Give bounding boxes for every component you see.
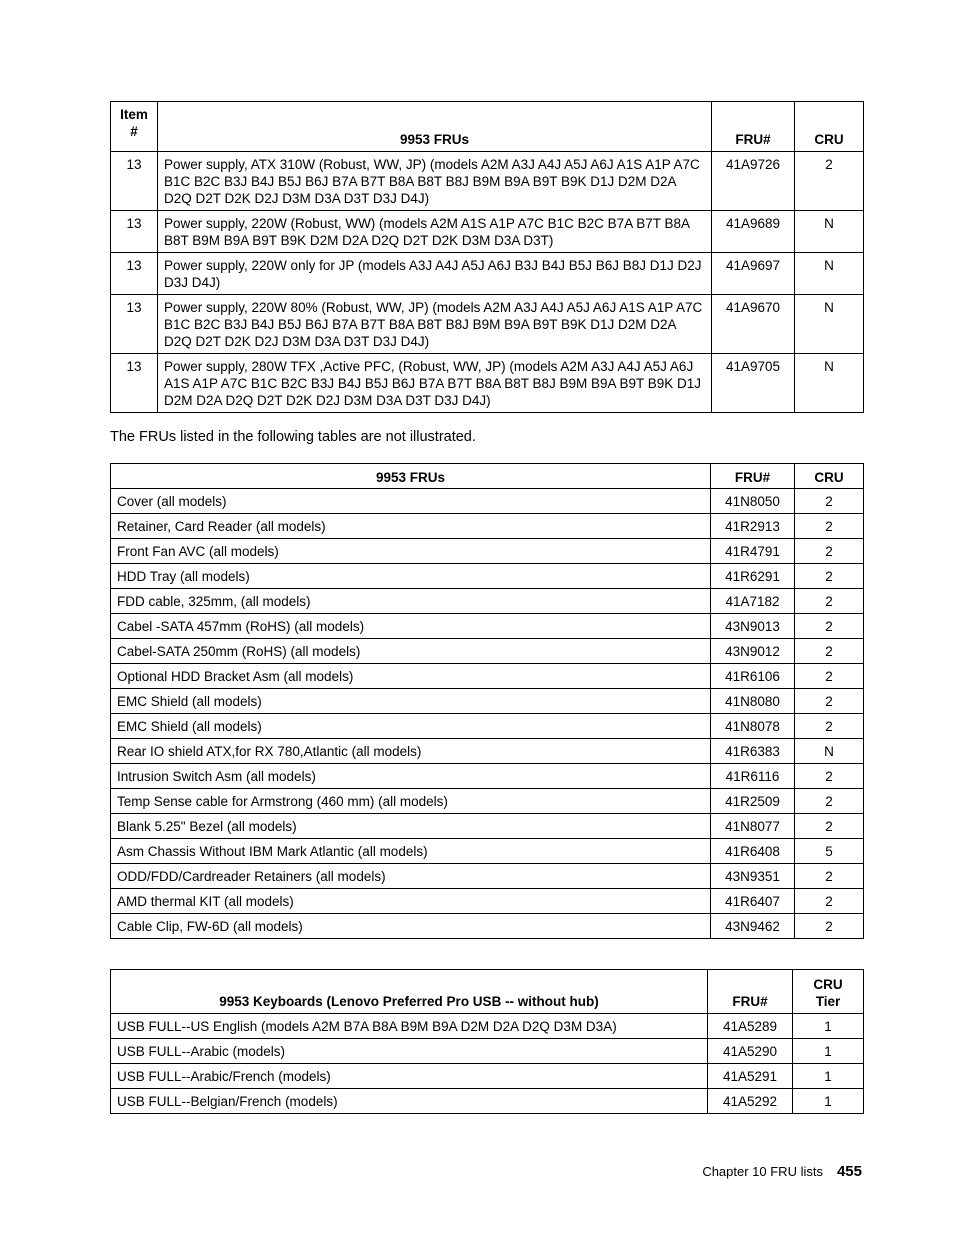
cru-value: 2 <box>795 152 864 211</box>
fru-number: 41R6116 <box>711 764 795 789</box>
cru-value: 2 <box>795 814 864 839</box>
table-row <box>111 514 864 539</box>
table-row <box>111 564 864 589</box>
fru-description: Cabel -SATA 457mm (RoHS) (all models) <box>111 614 711 639</box>
cru-value: 2 <box>795 564 864 589</box>
fru-description: Rear IO shield ATX,for RX 780,Atlantic (all models) <box>111 739 711 764</box>
fru-description: USB FULL--US English (models A2M B7A B8A B9M B9A D2M D2A D2Q D3M D3A) <box>111 1014 708 1039</box>
fru-number: 41A5289 <box>708 1014 793 1039</box>
fru-description: Retainer, Card Reader (all models) <box>111 514 711 539</box>
fru-description: Blank 5.25" Bezel (all models) <box>111 814 711 839</box>
fru-number: 41R2913 <box>711 514 795 539</box>
item-number: 13 <box>111 211 158 253</box>
table-row <box>111 1064 864 1089</box>
table-row <box>111 764 864 789</box>
fru-number: 41R4791 <box>711 539 795 564</box>
cru-value: 1 <box>793 1089 864 1114</box>
fru-description: EMC Shield (all models) <box>111 689 711 714</box>
fru-description: Power supply, 220W (Robust, WW) (models A2M A1S A1P A7C B1C B2C B7A B7T B8A B8T B9M B9A B9T B9K D2M D2A D2Q D2T D2K D3M D3A D3T) <box>158 211 712 253</box>
table-row <box>111 864 864 889</box>
fru-number: 41R6408 <box>711 839 795 864</box>
fru-description: FDD cable, 325mm, (all models) <box>111 589 711 614</box>
table-row <box>111 914 864 939</box>
fru-description: USB FULL--Belgian/French (models) <box>111 1089 708 1114</box>
cru-value: 2 <box>795 639 864 664</box>
not-illustrated-note: The FRUs listed in the following tables are not illustrated. <box>110 429 476 445</box>
fru-description: Temp Sense cable for Armstrong (460 mm) (all models) <box>111 789 711 814</box>
table-row <box>111 1039 864 1064</box>
cru-value: N <box>795 354 864 413</box>
fru-description: AMD thermal KIT (all models) <box>111 889 711 914</box>
table-row <box>111 889 864 914</box>
table-header-row <box>111 464 864 489</box>
cru-value: N <box>795 739 864 764</box>
fru-number: 41R6291 <box>711 564 795 589</box>
cru-value: 1 <box>793 1014 864 1039</box>
table-header-row <box>111 102 864 152</box>
fru-description: USB FULL--Arabic/French (models) <box>111 1064 708 1089</box>
fru-number: 41A9670 <box>712 295 795 354</box>
header-fru-number: FRU# <box>708 970 793 1014</box>
cru-value: 2 <box>795 864 864 889</box>
fru-description: HDD Tray (all models) <box>111 564 711 589</box>
fru-number: 41R6383 <box>711 739 795 764</box>
item-number: 13 <box>111 295 158 354</box>
cru-value: N <box>795 211 864 253</box>
table-row <box>111 664 864 689</box>
cru-value: 2 <box>795 914 864 939</box>
header-cru: CRU <box>795 464 864 489</box>
table-row <box>111 211 864 253</box>
fru-number: 41A9726 <box>712 152 795 211</box>
cru-value: 2 <box>795 714 864 739</box>
power-supply-fru-table <box>110 101 864 413</box>
fru-description: Power supply, 220W 80% (Robust, WW, JP) (models A2M A3J A4J A5J A6J A1S A1P A7C B1C B2C B3J B4J B5J B6J B7A B7T B8A B8T B8J B9M B9A B9T B9K D1J D2M D2A D2Q D2T D2K D2J D3M D3A D3T D3J D4J) <box>158 295 712 354</box>
item-number: 13 <box>111 152 158 211</box>
fru-number: 41N8078 <box>711 714 795 739</box>
cru-value: 1 <box>793 1039 864 1064</box>
fru-description: Power supply, ATX 310W (Robust, WW, JP) (models A2M A3J A4J A5J A6J A1S A1P A7C B1C B2C B3J B4J B5J B6J B7A B7T B8A B8T B8J B9M B9A B9T B9K D1J D2M D2A D2Q D2T D2K D2J D3M D3A D3T D3J D4J) <box>158 152 712 211</box>
fru-description: Asm Chassis Without IBM Mark Atlantic (all models) <box>111 839 711 864</box>
fru-number: 43N9012 <box>711 639 795 664</box>
table-row <box>111 614 864 639</box>
fru-number: 43N9351 <box>711 864 795 889</box>
cru-value: 2 <box>795 539 864 564</box>
cru-value: 2 <box>795 614 864 639</box>
cru-value: 2 <box>795 489 864 514</box>
fru-description: Cabel-SATA 250mm (RoHS) (all models) <box>111 639 711 664</box>
fru-number: 41A5291 <box>708 1064 793 1089</box>
page-footer <box>702 1163 862 1180</box>
table-row <box>111 814 864 839</box>
fru-number: 43N9462 <box>711 914 795 939</box>
header-cru: CRU <box>795 102 864 152</box>
cru-value: 2 <box>795 514 864 539</box>
header-frus: 9953 FRUs <box>111 464 711 489</box>
table-header-row <box>111 970 864 1014</box>
table-row <box>111 1014 864 1039</box>
cru-value: 2 <box>795 789 864 814</box>
item-number: 13 <box>111 253 158 295</box>
cru-value: 2 <box>795 889 864 914</box>
table-row <box>111 295 864 354</box>
header-item: Item # <box>111 102 158 152</box>
header-cru-tier: CRU Tier <box>793 970 864 1014</box>
cru-value: 5 <box>795 839 864 864</box>
fru-description: ODD/FDD/Cardreader Retainers (all models) <box>111 864 711 889</box>
fru-description: Front Fan AVC (all models) <box>111 539 711 564</box>
cru-value: 2 <box>795 664 864 689</box>
table-row <box>111 714 864 739</box>
cru-value: N <box>795 295 864 354</box>
keyboard-fru-table <box>110 969 864 1114</box>
fru-number: 41A9689 <box>712 211 795 253</box>
cru-value: 2 <box>795 589 864 614</box>
fru-number: 43N9013 <box>711 614 795 639</box>
header-fru-number: FRU# <box>711 464 795 489</box>
fru-number: 41N8077 <box>711 814 795 839</box>
table-row <box>111 539 864 564</box>
fru-description: Power supply, 220W only for JP (models A3J A4J A5J A6J B3J B4J B5J B6J B8J D1J D2J D3J D4J) <box>158 253 712 295</box>
fru-number: 41A7182 <box>711 589 795 614</box>
fru-number: 41R2509 <box>711 789 795 814</box>
table-row <box>111 354 864 413</box>
table-row <box>111 789 864 814</box>
fru-number: 41N8080 <box>711 689 795 714</box>
fru-number: 41N8050 <box>711 489 795 514</box>
header-frus: 9953 FRUs <box>158 102 712 152</box>
table-row <box>111 1089 864 1114</box>
table-row <box>111 739 864 764</box>
fru-description: Optional HDD Bracket Asm (all models) <box>111 664 711 689</box>
table-row <box>111 152 864 211</box>
item-number: 13 <box>111 354 158 413</box>
fru-description: EMC Shield (all models) <box>111 714 711 739</box>
fru-number: 41A5292 <box>708 1089 793 1114</box>
fru-description: Power supply, 280W TFX ,Active PFC, (Robust, WW, JP) (models A2M A3J A4J A5J A6J A1S A1P A7C B1C B2C B3J B4J B5J B6J B7A B7T B8A B8T B8J B9M B9A B9T B9K D1J D2M D2A D2Q D2T D2K D2J D3M D3A D3T D3J D4J) <box>158 354 712 413</box>
cru-value: 1 <box>793 1064 864 1089</box>
misc-fru-table <box>110 463 864 939</box>
cru-value: 2 <box>795 689 864 714</box>
fru-number: 41R6407 <box>711 889 795 914</box>
fru-description: Intrusion Switch Asm (all models) <box>111 764 711 789</box>
table-row <box>111 639 864 664</box>
table-row <box>111 489 864 514</box>
header-keyboards: 9953 Keyboards (Lenovo Preferred Pro USB -- without hub) <box>111 970 708 1014</box>
fru-description: Cable Clip, FW-6D (all models) <box>111 914 711 939</box>
chapter-label: Chapter 10 FRU lists <box>702 1164 823 1179</box>
fru-description: Cover (all models) <box>111 489 711 514</box>
page-number: 455 <box>836 1163 862 1180</box>
cru-value: 2 <box>795 764 864 789</box>
fru-number: 41A5290 <box>708 1039 793 1064</box>
table-row <box>111 253 864 295</box>
header-fru-number: FRU# <box>712 102 795 152</box>
cru-value: N <box>795 253 864 295</box>
table-row <box>111 839 864 864</box>
fru-description: USB FULL--Arabic (models) <box>111 1039 708 1064</box>
fru-number: 41R6106 <box>711 664 795 689</box>
fru-number: 41A9697 <box>712 253 795 295</box>
table-row <box>111 589 864 614</box>
table-row <box>111 689 864 714</box>
fru-number: 41A9705 <box>712 354 795 413</box>
